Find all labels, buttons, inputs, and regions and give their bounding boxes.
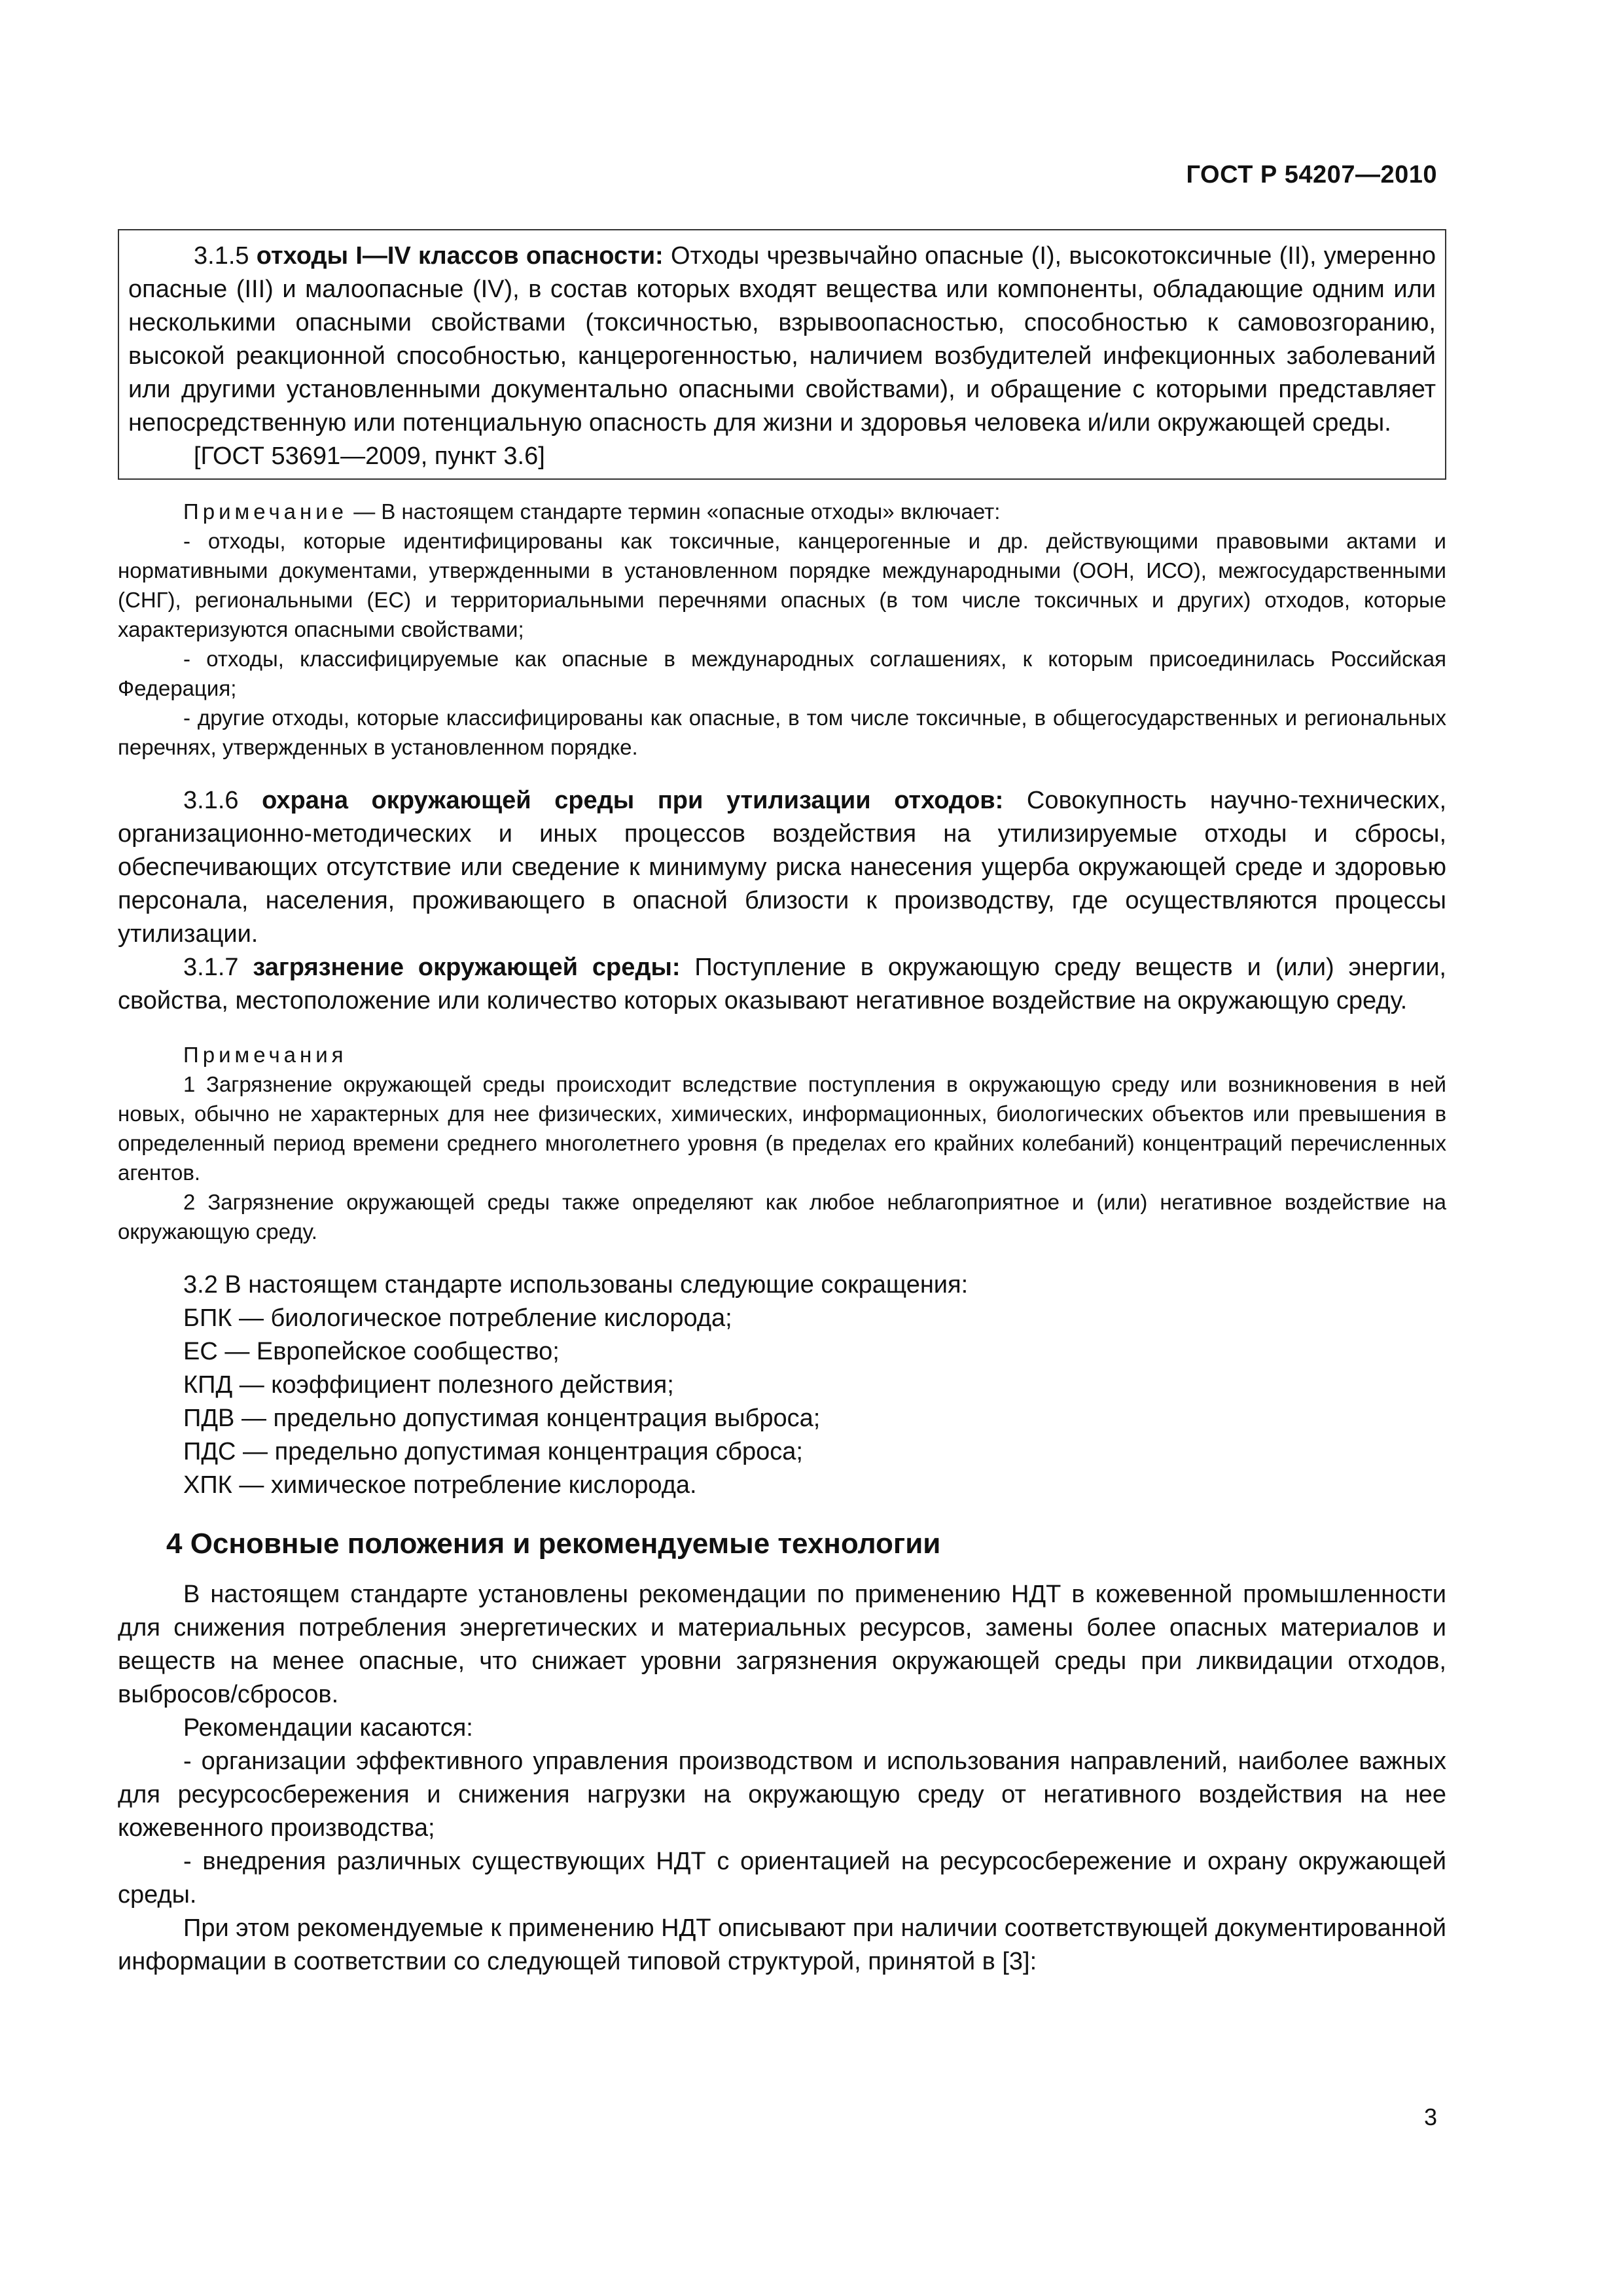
term-title: загрязнение окружающей среды:	[253, 954, 681, 981]
notes-heading	[118, 1040, 1446, 1069]
note-item: - отходы, классифицируемые как опасные в международных соглашениях, к которым присоединилась Российская Федерация;	[118, 647, 1446, 700]
term-source: [ГОСТ 53691—2009, пункт 3.6]	[194, 442, 545, 470]
note-item: 2 Загрязнение окружающей среды также определяют как любое неблагоприятное и (или) негативное воздействие на окружающую среду.	[118, 1190, 1446, 1244]
term-number: 3.1.5	[194, 242, 249, 270]
abbreviation-item: БПК — биологическое потребление кислорода;	[183, 1304, 732, 1332]
term-definition: Отходы чрезвычайно опасные (I), высокотоксичные (II), умеренно опасные (III) и малоопасные (IV), в состав которых входят вещества или компоненты, обладающие одним или несколькими опасными свойствами (токсичностью, взрывоопасностью, способностью к самовозгоранию, высокой реакционной способностью, канцерогенностью, наличием возбудителей инфекционных заболеваний или другими установленными документально опасными свойствами), и обращение с которыми представляет непосредственную или потенциальную опасность для жизни и здоровья человека и/или окружающей среды.	[128, 242, 1436, 437]
section-paragraph: - организации эффективного управления производством и использования направлений, наиболее важных для ресурсосбережения и снижения нагрузки на окружающую среду от негативного воздействия на нее кожевенного производства;	[118, 1748, 1446, 1842]
term-3-1-6-paragraph	[118, 784, 1446, 951]
section-paragraph: Рекомендации касаются:	[183, 1714, 473, 1742]
abbreviation-item: ПДВ — предельно допустимая концентрация выброса;	[183, 1405, 821, 1432]
abbreviations-intro: 3.2 В настоящем стандарте использованы следующие сокращения:	[183, 1271, 969, 1299]
term-definition: Поступление в окружающую среду веществ и (или) энергии, свойства, местоположение или количество которых оказывают негативное воздействие на окружающую среду.	[118, 954, 1446, 1014]
abbreviation-item: ПДС — предельно допустимая концентрация сброса;	[183, 1438, 803, 1465]
note-heading	[118, 497, 1446, 526]
note-label: Примечание	[183, 499, 348, 524]
section-paragraph: - внедрения различных существующих НДТ с ориентацией на ресурсосбережение и охрану окружающей среды.	[118, 1848, 1446, 1909]
page-content	[118, 229, 1446, 1979]
term-title: отходы I—IV классов опасности:	[256, 242, 664, 270]
abbreviation-item: КПД — коэффициент полезного действия;	[183, 1371, 674, 1399]
section-paragraph: В настоящем стандарте установлены рекомендации по применению НДТ в кожевенной промышленности для снижения потребления энергетических и материальных ресурсов, замены более опасных материалов и веществ на менее опасные, что снижает уровни загрязнения окружающей среды при ликвидации отходов, выбросов/сбросов.	[118, 1581, 1446, 1708]
note-item: - отходы, которые идентифицированы как токсичные, канцерогенные и др. действующими правовыми актами и нормативными документами, утвержденными в установленном порядке международными (ООН, ИСО), межгосударственными (СНГ), региональными (ЕС) и территориальными перечнями опасных (в том числе токсичных и других) отходов, которые характеризуются опасными свойствами;	[118, 529, 1446, 641]
note-item: - другие отходы, которые классифицированы как опасные, в том числе токсичные, в общегосударственных и региональных перечнях, утвержденных в установленном порядке.	[118, 706, 1446, 759]
term-definition: Совокупность научно-технических, организационно-методических и иных процессов воздействия на утилизируемые отходы и сбросы, обеспечивающих отсутствие или сведение к минимуму риска нанесения ущерба окружающей среде и здоровью персонала, населения, проживающего в опасной близости к производству, где осуществляются процессы утилизации.	[118, 787, 1447, 948]
notes-label: Примечания	[183, 1043, 348, 1067]
term-box-3-1-5	[118, 229, 1446, 480]
term-3-1-5-paragraph	[128, 240, 1436, 440]
note-intro: — В настоящем стандарте термин «опасные отходы» включает:	[353, 499, 1001, 524]
note-item: 1 Загрязнение окружающей среды происходит вследствие поступления в окружающую среду или возникновения в ней новых, обычно не характерных для нее физических, химических, информационных, биологических объектов или превышения в определенный период времени среднего многолетнего уровня (в пределах его крайних колебаний) концентраций перечисленных агентов.	[118, 1072, 1446, 1185]
term-3-1-7-paragraph	[118, 951, 1446, 1018]
abbreviation-item: ХПК — химическое потребление кислорода.	[183, 1471, 697, 1499]
term-number: 3.1.7	[183, 954, 239, 981]
term-number: 3.1.6	[183, 787, 239, 814]
page-number: 3	[1423, 2104, 1437, 2130]
section-heading: 4 Основные положения и рекомендуемые технологии	[166, 1528, 941, 1560]
term-title: охрана окружающей среды при утилизации отходов:	[262, 787, 1004, 814]
section-paragraph: При этом рекомендуемые к применению НДТ описывают при наличии соответствующей документированной информации в соответствии со следующей типовой структурой, принятой в [3]:	[118, 1914, 1446, 1975]
document-code: ГОСТ Р 54207—2010	[1186, 161, 1437, 188]
abbreviation-item: ЕС — Европейское сообщество;	[183, 1338, 560, 1365]
